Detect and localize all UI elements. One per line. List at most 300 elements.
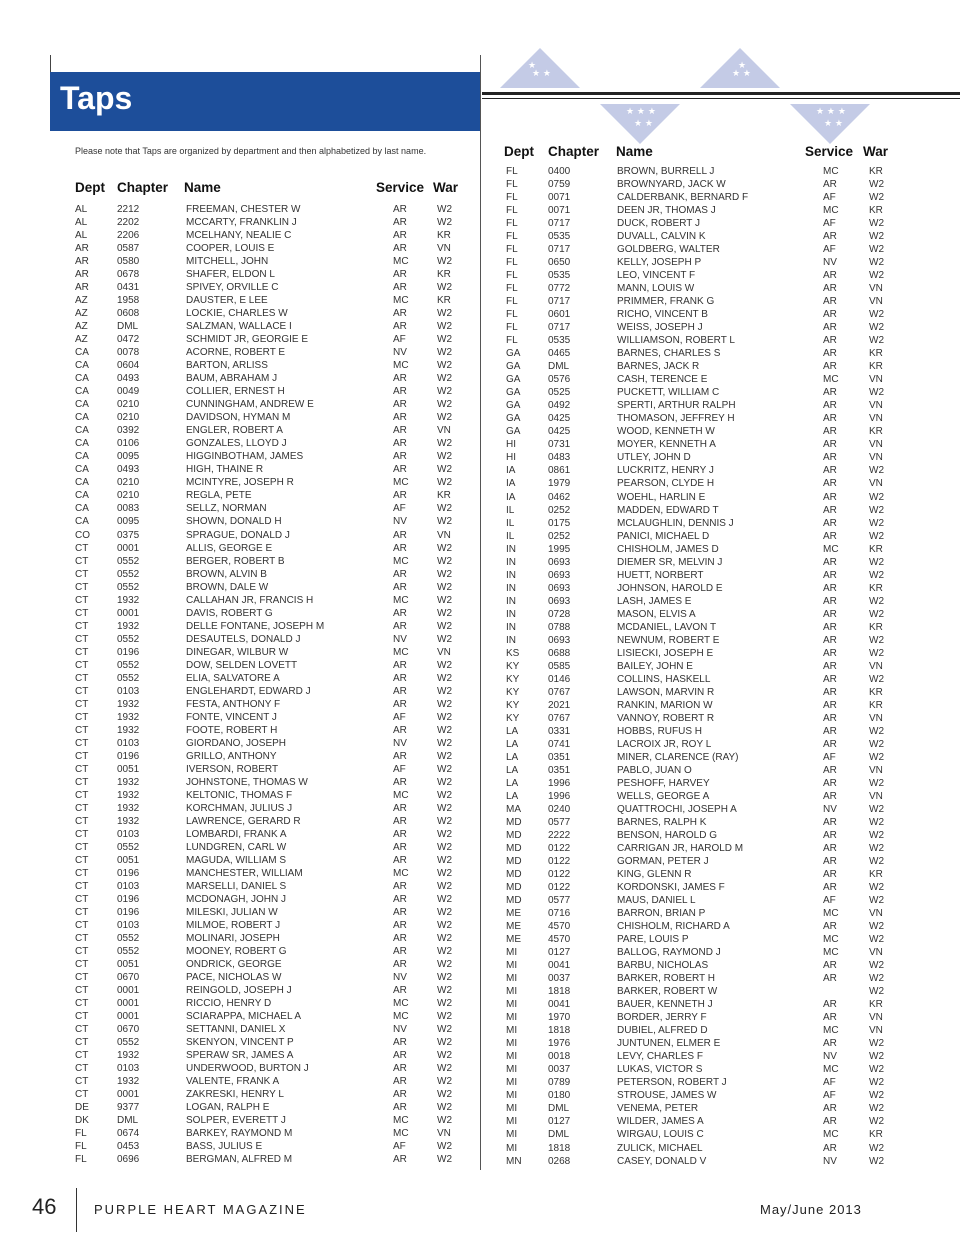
cell-dept: AL	[75, 204, 88, 215]
cell-name: VENEMA, PETER	[617, 1103, 699, 1115]
cell-war: KR	[437, 295, 451, 307]
cell-dept: KY	[506, 699, 520, 711]
cell-name: JUNTUNEN, ELMER E	[617, 1038, 721, 1050]
cell-chapter: 1932	[117, 776, 140, 788]
cell-service: AR	[823, 921, 837, 933]
cell-dept: CT	[75, 1063, 89, 1075]
cell-war: W2	[437, 985, 452, 997]
cell-service: AF	[393, 1141, 406, 1153]
cell-dept: KY	[506, 660, 520, 672]
page-number: 46	[32, 1194, 57, 1219]
cell-war: W2	[869, 517, 884, 529]
cell-dept: CT	[75, 1011, 89, 1023]
cell-name: BORDER, JERRY F	[617, 1012, 707, 1024]
cell-service: AR	[823, 764, 837, 776]
cell-war: W2	[437, 555, 452, 567]
cell-service: AR	[823, 179, 837, 191]
cell-chapter: 2021	[548, 699, 571, 711]
cell-chapter: 0037	[548, 973, 571, 985]
cell-service: AR	[823, 1103, 837, 1115]
cell-service: AR	[393, 750, 407, 762]
cell-service: AR	[823, 856, 837, 868]
cell-war: W2	[869, 856, 884, 868]
cell-dept: LA	[506, 751, 519, 763]
svg-text:★: ★	[738, 61, 747, 71]
cell-war: W2	[869, 569, 884, 581]
cell-service: AR	[393, 269, 407, 281]
cell-chapter: 0196	[117, 646, 140, 658]
cell-service: NV	[393, 737, 407, 749]
cell-chapter: 0078	[117, 347, 140, 359]
cell-chapter: 0741	[548, 738, 571, 750]
cell-war: W2	[437, 868, 452, 880]
cell-service: AF	[393, 763, 406, 775]
cell-name: RICHO, VINCENT B	[617, 309, 708, 321]
cell-name: LUNDGREN, CARL W	[186, 841, 287, 853]
cell-war: W2	[437, 594, 452, 606]
svg-text:★ ★: ★ ★	[532, 69, 551, 79]
cell-name: MASON, ELVIS A	[617, 608, 696, 620]
cell-chapter: 0127	[548, 947, 571, 959]
cell-war: W2	[869, 192, 884, 204]
cell-name: SPRAGUE, DONALD J	[186, 529, 290, 541]
cell-service: NV	[393, 516, 407, 528]
cell-chapter: 0604	[117, 360, 140, 372]
cell-dept: CT	[75, 1024, 89, 1036]
cell-war: W2	[869, 608, 884, 620]
cell-chapter: 1932	[117, 724, 140, 736]
cell-service: MC	[393, 998, 409, 1010]
cell-chapter: 1932	[117, 620, 140, 632]
cell-chapter: 0693	[548, 556, 571, 568]
cell-name: SPIVEY, ORVILLE C	[186, 282, 279, 294]
cell-chapter: 0103	[117, 828, 140, 840]
cell-war: W2	[437, 972, 452, 984]
cell-chapter: 0717	[548, 322, 571, 334]
cell-war: KR	[437, 490, 451, 502]
cell-name: COLLIER, ERNEST H	[186, 386, 285, 398]
cell-name: DINEGAR, WILBUR W	[186, 646, 289, 658]
cell-name: GONZALES, LLOYD J	[186, 438, 287, 450]
cell-chapter: 0580	[117, 256, 140, 268]
cell-war: VN	[869, 413, 883, 425]
cell-name: KORCHMAN, JULIUS J	[186, 802, 293, 814]
cell-war: W2	[437, 959, 452, 971]
cell-chapter: 0601	[548, 309, 571, 321]
header-dept: Dept	[75, 180, 105, 195]
svg-text:★: ★	[528, 61, 537, 71]
cell-name: MCCARTY, FRANKLIN J	[186, 217, 297, 229]
cell-service: MC	[393, 555, 409, 567]
cell-chapter: 0577	[548, 895, 571, 907]
cell-name: BENSON, HAROLD G	[617, 830, 718, 842]
cell-dept: FL	[75, 1141, 87, 1153]
cell-service: AR	[393, 933, 407, 945]
cell-name: LAWRENCE, GERARD R	[186, 815, 301, 827]
cell-service: MC	[393, 789, 409, 801]
cell-service: AR	[823, 777, 837, 789]
cell-service: AF	[393, 711, 406, 723]
cell-war: W2	[869, 1051, 884, 1063]
cell-dept: AR	[75, 269, 89, 281]
cell-chapter: 0493	[117, 373, 140, 385]
cell-service: AR	[393, 1089, 407, 1101]
cell-dept: CT	[75, 568, 89, 580]
cell-war: KR	[869, 582, 883, 594]
cell-war: W2	[869, 882, 884, 894]
cell-service: MC	[393, 1128, 409, 1140]
cell-service: AR	[823, 712, 837, 724]
cell-war: W2	[437, 724, 452, 736]
cell-service: MC	[823, 205, 839, 217]
cell-dept: AL	[75, 217, 88, 229]
cell-name: QUATTROCHI, JOSEPH A	[617, 803, 737, 815]
cell-chapter: 0492	[548, 400, 571, 412]
cell-chapter: 0196	[117, 907, 140, 919]
cell-war: VN	[437, 425, 451, 437]
cell-service: AR	[823, 595, 837, 607]
cell-chapter: 0552	[117, 672, 140, 684]
cell-dept: FL	[506, 257, 518, 269]
cell-war: W2	[437, 881, 452, 893]
cell-service: AR	[823, 790, 837, 802]
cell-service: MC	[823, 1064, 839, 1076]
cell-dept: CT	[75, 789, 89, 801]
cell-name: THOMASON, JEFFREY H	[617, 413, 735, 425]
cell-dept: CT	[75, 620, 89, 632]
cell-name: SELLZ, NORMAN	[186, 503, 267, 515]
cell-service: AF	[393, 503, 406, 515]
cell-service: AR	[823, 999, 837, 1011]
cell-war: W2	[437, 360, 452, 372]
cell-name: MOONEY, ROBERT G	[186, 946, 287, 958]
cell-name: WOOD, KENNETH W	[617, 426, 715, 438]
cell-dept: CT	[75, 933, 89, 945]
cell-name: MCINTYRE, JOSEPH R	[186, 477, 294, 489]
cell-service: AR	[393, 217, 407, 229]
cell-service: AR	[823, 348, 837, 360]
cell-name: MARSELLI, DANIEL S	[186, 881, 287, 893]
header-chapter: Chapter	[548, 144, 600, 159]
cell-chapter: 0587	[117, 243, 140, 255]
cell-dept: MI	[506, 960, 518, 972]
cell-dept: FL	[506, 335, 518, 347]
cell-service: AR	[823, 231, 837, 243]
cell-name: SCIARAPPA, MICHAEL A	[186, 1011, 302, 1023]
cell-chapter: 0535	[548, 231, 571, 243]
cell-dept: FL	[506, 296, 518, 308]
cell-dept: GA	[506, 426, 521, 438]
cell-chapter: 0331	[548, 725, 571, 737]
cell-war: W2	[869, 895, 884, 907]
cell-service: MC	[393, 360, 409, 372]
cell-service: AR	[823, 478, 837, 490]
cell-dept: CT	[75, 881, 89, 893]
cell-chapter: 0552	[117, 933, 140, 945]
cell-dept: CT	[75, 724, 89, 736]
cell-war: KR	[437, 230, 451, 242]
cell-dept: MD	[506, 856, 522, 868]
cell-name: WILDER, JAMES A	[617, 1116, 704, 1128]
cell-name: BARTON, ARLISS	[186, 360, 268, 372]
cell-dept: MI	[506, 1129, 518, 1141]
cell-war: KR	[869, 869, 883, 881]
cell-war: W2	[437, 607, 452, 619]
cell-service: AR	[393, 985, 407, 997]
cell-name: JOHNSON, HAROLD E	[617, 582, 723, 594]
cell-chapter: 0577	[548, 817, 571, 828]
cell-war: VN	[437, 1128, 451, 1140]
cell-chapter: 0693	[548, 569, 571, 581]
cell-war: W2	[437, 659, 452, 671]
cell-chapter: 0552	[117, 1037, 140, 1049]
cell-dept: DE	[75, 1102, 89, 1114]
cell-service: AR	[393, 841, 407, 853]
cell-war: W2	[437, 516, 452, 528]
cell-service: AR	[823, 283, 837, 295]
cell-chapter: 0122	[548, 869, 571, 881]
cell-chapter: 0001	[117, 998, 140, 1010]
cell-dept: FL	[506, 309, 518, 321]
cell-war: W2	[437, 438, 452, 450]
cell-war: W2	[437, 1076, 452, 1088]
cell-dept: MI	[506, 1077, 518, 1089]
cell-dept: MI	[506, 999, 518, 1011]
cell-war: W2	[437, 894, 452, 906]
cell-name: BROWN, BURRELL J	[617, 166, 715, 177]
cell-war: W2	[869, 335, 884, 347]
cell-war: KR	[869, 426, 883, 438]
cell-service: AR	[393, 946, 407, 958]
cell-service: AR	[393, 412, 407, 424]
cell-dept: LA	[506, 725, 519, 737]
cell-chapter: 0240	[548, 803, 571, 815]
cell-chapter: 0122	[548, 856, 571, 868]
cell-name: BROWN, ALVIN B	[186, 568, 267, 580]
cell-war: W2	[869, 647, 884, 659]
cell-dept: CT	[75, 1089, 89, 1101]
cell-service: MC	[393, 646, 409, 658]
cell-name: SPERAW SR, JAMES A	[186, 1050, 294, 1062]
cell-war: W2	[869, 725, 884, 737]
cell-war: W2	[869, 817, 884, 828]
cell-dept: CT	[75, 685, 89, 697]
cell-war: W2	[869, 751, 884, 763]
cell-dept: MD	[506, 843, 522, 855]
header-war: War	[863, 144, 889, 159]
cell-service: AR	[393, 920, 407, 932]
cell-name: ENGLER, ROBERT A	[186, 425, 283, 437]
cell-name: DESAUTELS, DONALD J	[186, 633, 301, 645]
cell-chapter: 1818	[548, 1142, 571, 1154]
cell-chapter: DML	[548, 1103, 570, 1115]
cell-name: MCELHANY, NEALIE C	[186, 230, 292, 242]
svg-text:★ ★ ★: ★ ★ ★	[626, 107, 656, 117]
cell-service: AR	[393, 620, 407, 632]
cell-name: LACROIX JR, ROY L	[617, 738, 712, 750]
cell-chapter: 0210	[117, 412, 140, 424]
cell-chapter: 2202	[117, 217, 140, 229]
cell-dept: IN	[506, 569, 516, 581]
cell-service: AR	[823, 556, 837, 568]
cell-name: VALENTE, FRANK A	[186, 1076, 280, 1088]
cell-name: BAUM, ABRAHAM J	[186, 373, 278, 385]
cell-war: W2	[437, 204, 452, 215]
cell-service: NV	[823, 1155, 837, 1167]
cell-dept: GA	[506, 413, 521, 425]
cell-name: SETTANNI, DANIEL X	[186, 1024, 286, 1036]
cell-dept: LA	[506, 738, 519, 750]
cell-dept: IA	[506, 491, 516, 503]
cell-dept: MI	[506, 1116, 518, 1128]
cell-war: W2	[437, 1141, 452, 1153]
cell-war: VN	[869, 296, 883, 308]
cell-name: LAWSON, MARVIN R	[617, 686, 715, 698]
cell-war: W2	[869, 921, 884, 933]
cell-name: CALDERBANK, BERNARD F	[617, 192, 749, 204]
cell-chapter: 0252	[548, 504, 571, 516]
cell-war: W2	[437, 1011, 452, 1023]
cell-name: DAVIS, ROBERT G	[186, 607, 273, 619]
cell-chapter: 0375	[117, 529, 140, 541]
cell-chapter: 0196	[117, 868, 140, 880]
cell-war: W2	[437, 1037, 452, 1049]
cell-dept: LA	[506, 790, 519, 802]
cell-war: W2	[869, 830, 884, 842]
cell-name: DIEMER SR, MELVIN J	[617, 556, 723, 568]
cell-service: AR	[393, 881, 407, 893]
cell-war: W2	[437, 308, 452, 320]
cell-chapter: 0210	[117, 490, 140, 502]
cell-name: BROWNYARD, JACK W	[617, 179, 726, 191]
cell-service: AR	[393, 386, 407, 398]
cell-service: AR	[393, 243, 407, 255]
cell-chapter: 0146	[548, 673, 571, 685]
cell-name: VANNOY, ROBERT R	[617, 712, 715, 724]
cell-dept: CT	[75, 763, 89, 775]
cell-service: AR	[823, 699, 837, 711]
header-dept: Dept	[504, 144, 534, 159]
cell-name: DEEN JR, THOMAS J	[617, 205, 716, 217]
cell-service: AR	[393, 607, 407, 619]
cell-war: KR	[869, 361, 883, 373]
cell-war: W2	[437, 920, 452, 932]
cell-name: SPERTI, ARTHUR RALPH	[617, 400, 736, 412]
cell-service: AR	[823, 621, 837, 633]
cell-dept: MD	[506, 895, 522, 907]
cell-name: SOLPER, EVERETT J	[186, 1115, 286, 1127]
cell-dept: AZ	[75, 321, 88, 333]
cell-name: PACE, NICHOLAS W	[186, 972, 282, 984]
cell-war: W2	[869, 1038, 884, 1050]
cell-dept: KY	[506, 686, 520, 698]
cell-war: VN	[869, 908, 883, 920]
cell-war: VN	[869, 452, 883, 464]
column-divider	[480, 55, 481, 1170]
cell-dept: FL	[506, 231, 518, 243]
cell-name: DOW, SELDEN LOVETT	[186, 659, 298, 671]
cell-dept: CA	[75, 425, 89, 437]
cell-dept: ME	[506, 908, 521, 920]
cell-service: AR	[393, 802, 407, 814]
header-chapter: Chapter	[117, 180, 169, 195]
cell-service: NV	[393, 347, 407, 359]
cell-chapter: 0674	[117, 1128, 140, 1140]
cell-dept: IL	[506, 504, 515, 516]
cell-service: AF	[393, 334, 406, 346]
cell-dept: IL	[506, 517, 515, 529]
cell-war: VN	[869, 374, 883, 386]
cell-chapter: 1996	[548, 790, 571, 802]
cell-chapter: 1995	[548, 543, 571, 555]
cell-war: W2	[869, 1142, 884, 1154]
cell-dept: CT	[75, 607, 89, 619]
cell-service: AF	[823, 895, 836, 907]
cell-chapter: 1932	[117, 815, 140, 827]
cell-name: SALZMAN, WALLACE I	[186, 321, 292, 333]
cell-chapter: 0462	[548, 491, 571, 503]
cell-chapter: 4570	[548, 921, 571, 933]
cell-dept: MI	[506, 1025, 518, 1037]
cell-chapter: DML	[117, 321, 139, 333]
cell-dept: MD	[506, 817, 522, 828]
cell-chapter: 1958	[117, 295, 140, 307]
cell-chapter: 1932	[117, 711, 140, 723]
cell-service: AF	[823, 218, 836, 230]
cell-dept: CT	[75, 946, 89, 958]
cell-name: KORDONSKI, JAMES F	[617, 882, 725, 894]
header-name: Name	[184, 180, 221, 195]
cell-name: ALLIS, GEORGE E	[186, 542, 273, 554]
cell-dept: CT	[75, 802, 89, 814]
cell-dept: MI	[506, 1012, 518, 1024]
cell-service: AR	[823, 582, 837, 594]
cell-chapter: 0037	[548, 1064, 571, 1076]
cell-name: FREEMAN, CHESTER W	[186, 204, 301, 215]
cell-dept: MI	[506, 1038, 518, 1050]
cell-name: PEARSON, CLYDE H	[617, 478, 715, 490]
cell-war: W2	[869, 257, 884, 269]
cell-chapter: 0552	[117, 581, 140, 593]
cell-dept: CA	[75, 386, 89, 398]
cell-service: MC	[823, 543, 839, 555]
cell-name: DAVIDSON, HYMAN M	[186, 412, 291, 424]
cell-dept: FL	[506, 244, 518, 256]
cell-name: BASS, JULIUS E	[186, 1141, 263, 1153]
cell-dept: FL	[75, 1128, 87, 1140]
cell-service: NV	[393, 633, 407, 645]
cell-chapter: 0650	[548, 257, 571, 269]
cell-name: CASEY, DONALD V	[617, 1155, 707, 1167]
cell-service: AR	[823, 843, 837, 855]
cell-war: W2	[437, 386, 452, 398]
cell-dept: CT	[75, 711, 89, 723]
cell-name: BARNES, RALPH K	[617, 817, 707, 828]
cell-name: CUNNINGHAM, ANDREW E	[186, 399, 314, 411]
cell-war: VN	[869, 478, 883, 490]
cell-name: WILLIAMSON, ROBERT L	[617, 335, 735, 347]
cell-war: KR	[869, 621, 883, 633]
cell-name: UNDERWOOD, BURTON J	[186, 1063, 309, 1075]
cell-chapter: 0552	[117, 841, 140, 853]
cell-name: LEO, VINCENT F	[617, 270, 696, 282]
cell-dept: FL	[506, 179, 518, 191]
cell-service: AR	[393, 907, 407, 919]
cell-chapter: 0210	[117, 399, 140, 411]
cell-chapter: 0049	[117, 386, 140, 398]
cell-service: AR	[823, 491, 837, 503]
cell-name: BARNES, CHARLES S	[617, 348, 721, 360]
